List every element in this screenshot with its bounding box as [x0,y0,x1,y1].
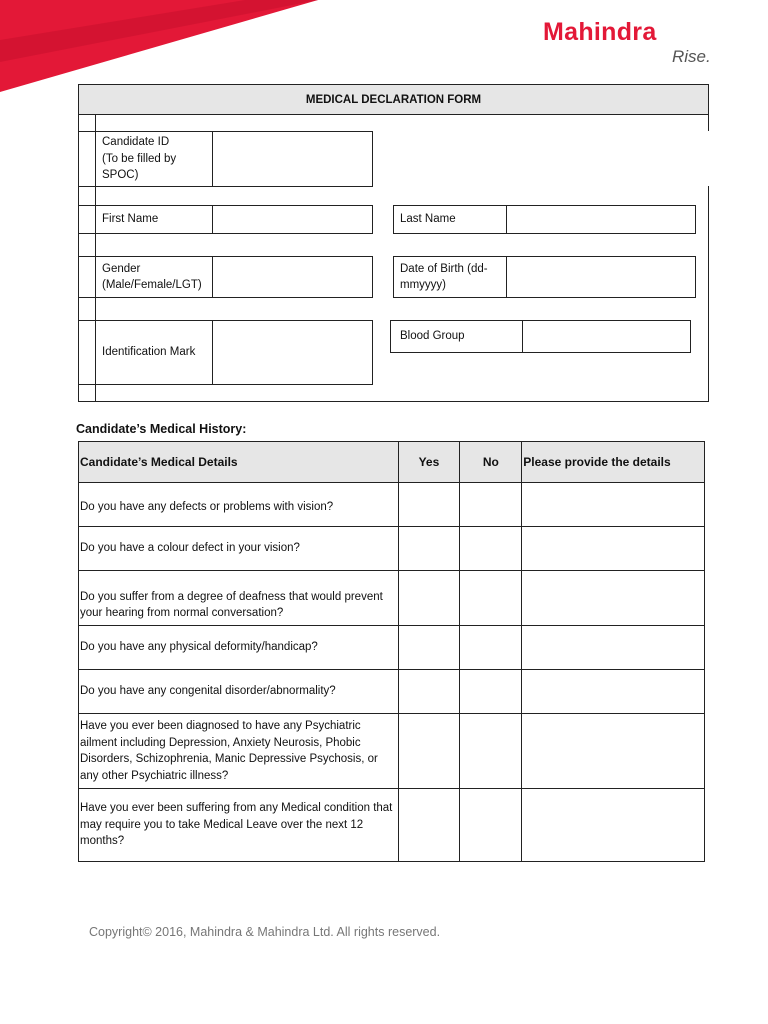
yes-cell[interactable] [398,670,460,714]
form-title-bar [78,84,709,115]
table-header-row [79,442,705,483]
last-name-row [393,205,696,234]
yes-cell[interactable] [398,527,460,571]
no-cell[interactable] [460,714,522,789]
blood-group-row [390,320,691,353]
details-cell[interactable] [522,714,705,789]
no-cell[interactable] [460,527,522,571]
first-name-label: First Name [102,213,159,226]
yes-cell[interactable] [398,789,460,862]
dob-row [393,256,696,298]
column-header-yes: Yes [398,442,460,483]
details-cell[interactable] [522,789,705,862]
question-cell: Have you ever been diagnosed to have any Psychiatric ailment including Depression, Anxiety Neurosis, Phobic Disorders, Schizophrenia, Manic Depressive Psychosis, or any other Psychiatric illness? [79,714,399,789]
yes-cell[interactable] [398,626,460,670]
dob-input[interactable] [506,257,695,297]
details-cell[interactable] [522,483,705,527]
identification-mark-row [78,320,373,385]
no-cell[interactable] [460,626,522,670]
section-right-border-top [708,115,709,131]
question-cell: Do you have a colour defect in your vision? [79,527,399,571]
table-row [79,483,705,527]
copyright-footer: Copyright© 2016, Mahindra & Mahindra Ltd. All rights reserved. [89,925,441,939]
question-cell: Do you have any congenital disorder/abnormality? [79,670,399,714]
details-cell[interactable] [522,571,705,626]
yes-cell[interactable] [398,714,460,789]
last-name-label: Last Name [400,213,456,226]
identification-mark-input[interactable] [212,321,372,384]
details-cell[interactable] [522,670,705,714]
column-header-no: No [460,442,522,483]
table-row [79,571,705,626]
dob-label: Date of Birth (dd- mmyyyy) [400,262,488,291]
medical-history-heading: Candidate’s Medical History: [76,422,247,436]
blood-group-input[interactable] [522,321,690,352]
question-cell: Do you have any physical deformity/handicap? [79,626,399,670]
table-row [79,527,705,571]
question-cell: Do you have any defects or problems with vision? [79,483,399,527]
medical-history-table [78,441,705,862]
details-cell[interactable] [522,527,705,571]
form-title: MEDICAL DECLARATION FORM [305,93,482,106]
details-cell[interactable] [522,626,705,670]
table-row [79,670,705,714]
no-cell[interactable] [460,483,522,527]
gender-label: Gender (Male/Female/LGT) [102,262,202,291]
no-cell[interactable] [460,571,522,626]
gender-row [78,256,373,298]
no-cell[interactable] [460,670,522,714]
no-cell[interactable] [460,789,522,862]
identification-mark-label: Identification Mark [102,346,196,359]
brand-tagline: Rise. [672,47,711,66]
candidate-id-row [78,131,373,187]
blood-group-label: Blood Group [400,330,465,343]
first-name-input[interactable] [212,206,372,233]
last-name-input[interactable] [506,206,695,233]
candidate-id-label: Candidate ID (To be filled by SPOC) [102,136,177,182]
candidate-id-input[interactable] [212,132,372,186]
question-cell: Do you suffer from a degree of deafness that would prevent your hearing from normal conversation? [79,571,399,626]
table-row [79,626,705,670]
yes-cell[interactable] [398,483,460,527]
gender-input[interactable] [212,257,372,297]
question-cell: Have you ever been suffering from any Medical condition that may require you to take Medical Leave over the next 12 months? [79,789,399,862]
column-header-details: Candidate’s Medical Details [79,442,399,483]
brand-logo: Mahindra [543,18,657,46]
table-row [79,789,705,862]
yes-cell[interactable] [398,571,460,626]
first-name-row [78,205,373,234]
table-row [79,714,705,789]
column-header-provide-details: Please provide the details [522,442,705,483]
section-right-border-bottom [708,186,709,402]
